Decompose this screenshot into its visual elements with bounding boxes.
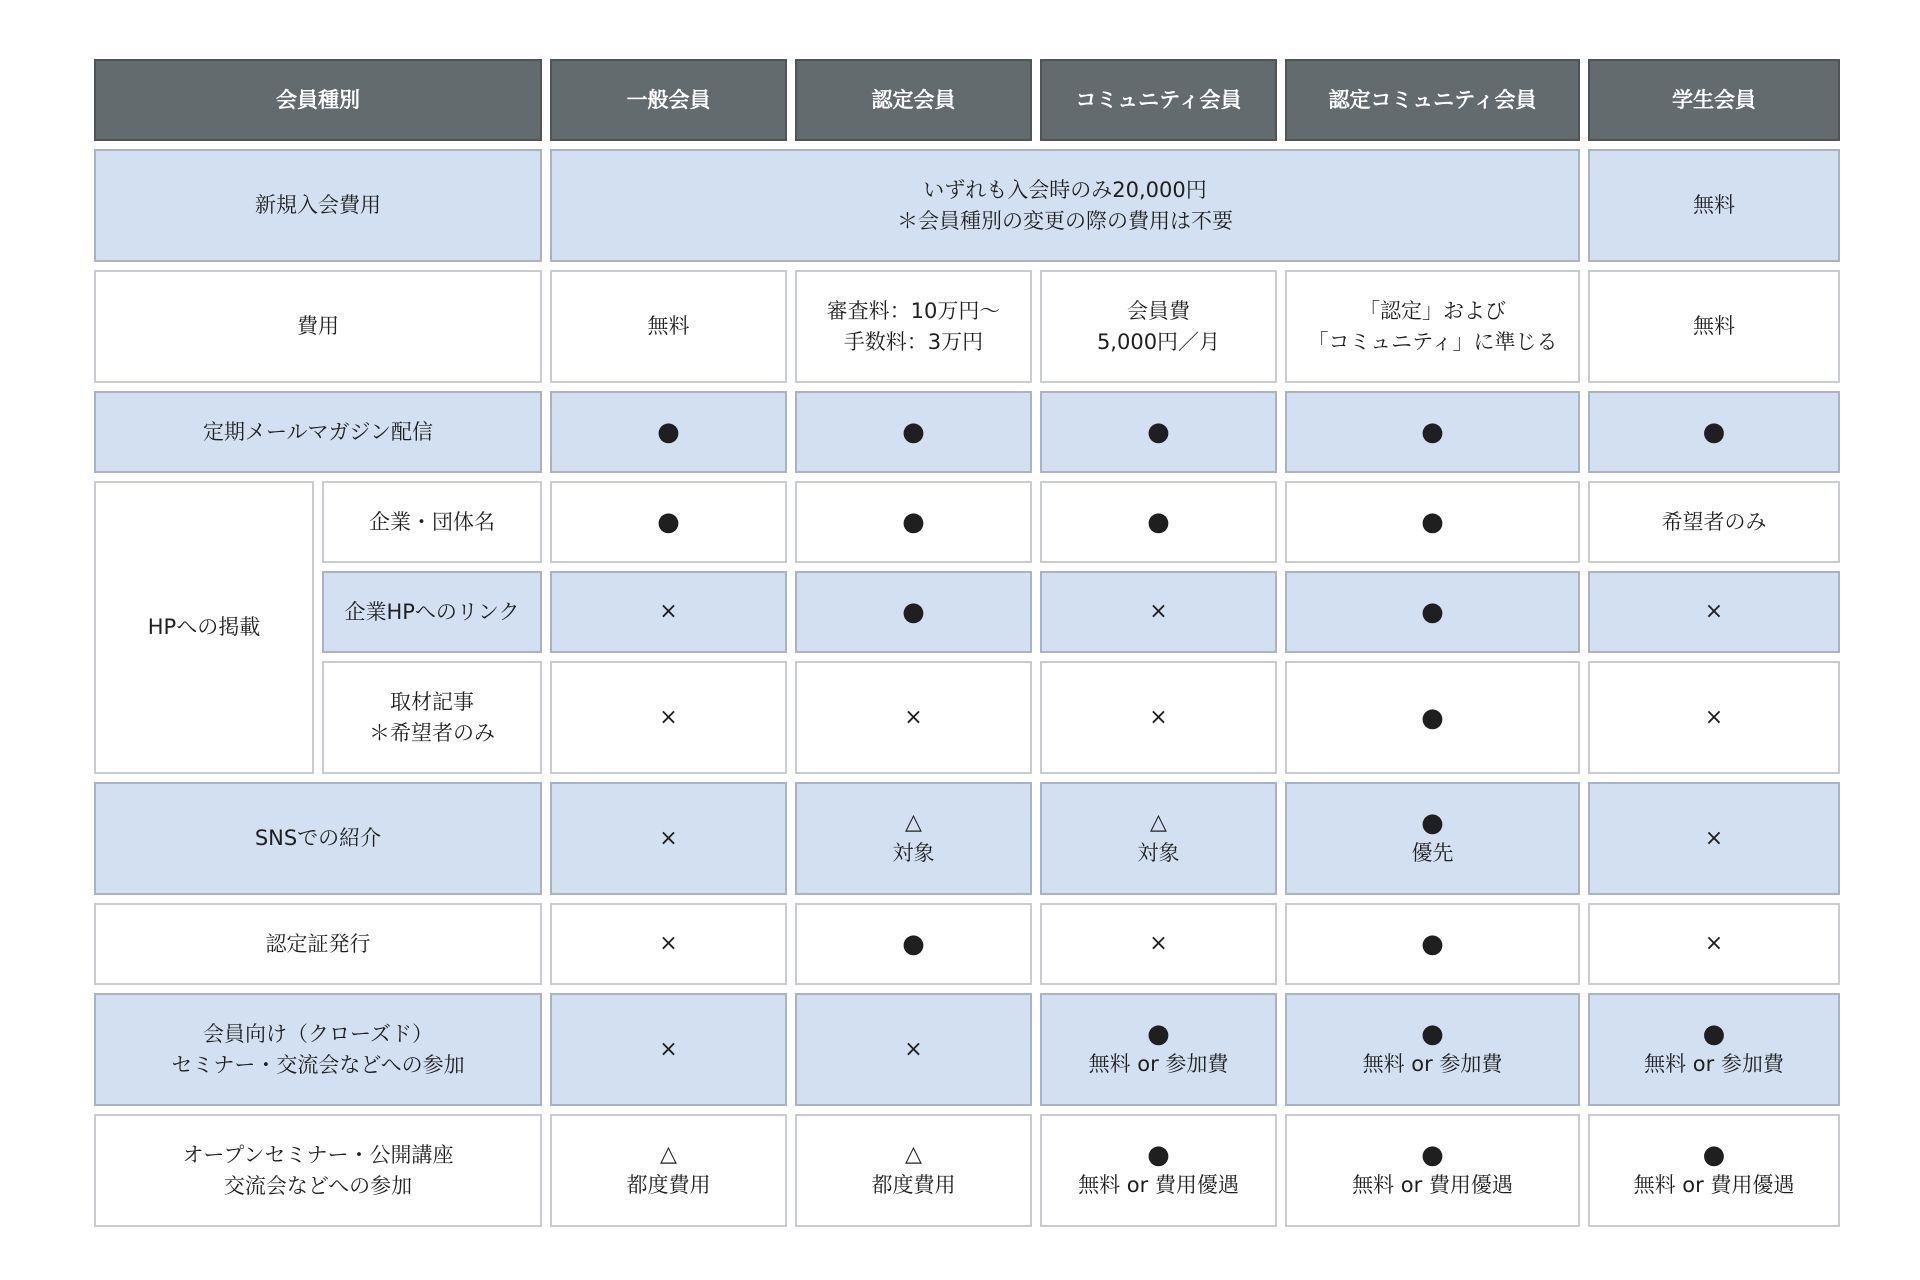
company-link-community xyxy=(1040,571,1277,653)
open-seminar-community-text: 無料 or 費用優遇 xyxy=(1078,1173,1239,1197)
certificate-general-mark: × xyxy=(659,931,678,956)
row-label-certificate-text: 認定証発行 xyxy=(265,931,371,956)
cost-community xyxy=(1040,270,1277,383)
closed-seminar-certified-community xyxy=(1285,993,1580,1106)
open-seminar-general xyxy=(550,1114,787,1227)
new-fee-merged-cell xyxy=(550,149,1580,262)
cost-certified-line1: 審査料：10万円〜 xyxy=(826,298,1001,323)
sublabel-company-name xyxy=(322,481,542,563)
open-seminar-certified-community-mark: ● xyxy=(1421,1140,1444,1170)
sublabel-interview-line2: ＊希望者のみ xyxy=(369,720,495,745)
header-student xyxy=(1588,59,1840,141)
sns-community-mark: △ xyxy=(1150,810,1167,835)
company-name-certified-mark: ● xyxy=(902,507,925,537)
header-community xyxy=(1040,59,1277,141)
header-general-text: 一般会員 xyxy=(626,87,711,112)
interview-student-mark: × xyxy=(1704,704,1724,730)
sns-certified-community-mark: ● xyxy=(1421,808,1444,838)
company-link-student xyxy=(1588,571,1840,653)
company-name-community xyxy=(1040,481,1277,563)
interview-general xyxy=(550,661,787,774)
closed-seminar-certified-community-text: 無料 or 参加費 xyxy=(1362,1052,1503,1076)
cost-general-text: 無料 xyxy=(647,314,690,338)
row-label-mail-text: 定期メールマガジン配信 xyxy=(202,419,434,444)
interview-student xyxy=(1588,661,1840,774)
company-name-certified-community-mark: ● xyxy=(1421,507,1444,537)
cost-certified-community-line1: 「認定」および xyxy=(1359,298,1506,323)
sublabel-company-link xyxy=(322,571,542,653)
certificate-general xyxy=(550,903,787,985)
company-link-community-mark: × xyxy=(1149,599,1168,624)
sns-general xyxy=(550,782,787,895)
open-seminar-general-mark: △ xyxy=(660,1142,677,1167)
company-link-certified-mark: ● xyxy=(902,597,925,627)
company-link-general xyxy=(550,571,787,653)
interview-certified xyxy=(795,661,1032,774)
cost-community-line1: 会員費 xyxy=(1127,298,1190,323)
row-label-mail xyxy=(94,391,542,473)
company-link-general-mark: × xyxy=(659,599,678,624)
header-certified-text: 認定会員 xyxy=(871,87,956,112)
row-label-hp xyxy=(94,481,314,774)
open-seminar-certified-mark: △ xyxy=(905,1142,922,1167)
interview-certified-community-mark: ● xyxy=(1421,702,1444,733)
cost-certified-community xyxy=(1285,270,1580,383)
sublabel-company-name-text: 企業・団体名 xyxy=(369,509,495,534)
closed-seminar-general-mark: × xyxy=(659,1036,678,1062)
cost-community-line2: 5,000円／月 xyxy=(1096,329,1221,354)
open-seminar-student-mark: ● xyxy=(1702,1140,1726,1170)
company-link-certified xyxy=(795,571,1032,653)
certificate-certified-community-mark: ● xyxy=(1421,929,1444,959)
mail-certified-community xyxy=(1285,391,1580,473)
open-seminar-general-text: 都度費用 xyxy=(626,1173,711,1197)
sns-certified-text: 対象 xyxy=(892,841,935,865)
row-label-closed-seminar-line1: 会員向け（クローズド） xyxy=(203,1021,433,1046)
mail-general xyxy=(550,391,787,473)
cost-general xyxy=(550,270,787,383)
cost-certified xyxy=(795,270,1032,383)
mail-student xyxy=(1588,391,1840,473)
sns-certified xyxy=(795,782,1032,895)
open-seminar-certified xyxy=(795,1114,1032,1227)
certificate-student-mark: × xyxy=(1704,931,1724,956)
row-label-certificate xyxy=(94,903,542,985)
interview-community xyxy=(1040,661,1277,774)
row-label-closed-seminar xyxy=(94,993,542,1106)
sns-certified-community xyxy=(1285,782,1580,895)
closed-seminar-community-mark: ● xyxy=(1147,1019,1170,1049)
open-seminar-student xyxy=(1588,1114,1840,1227)
sns-general-mark: × xyxy=(659,825,678,851)
mail-community xyxy=(1040,391,1277,473)
sublabel-interview xyxy=(322,661,542,774)
sns-student xyxy=(1588,782,1840,895)
closed-seminar-certified xyxy=(795,993,1032,1106)
certificate-certified-mark: ● xyxy=(902,929,925,959)
new-fee-line1: いずれも入会時のみ20,000円 xyxy=(923,177,1207,202)
new-fee-line2: ＊会員種別の変更の際の費用は不要 xyxy=(897,208,1233,233)
certificate-community xyxy=(1040,903,1277,985)
interview-certified-mark: × xyxy=(904,704,923,730)
header-certified-community-text: 認定コミュニティ会員 xyxy=(1328,87,1537,112)
company-name-certified-community xyxy=(1285,481,1580,563)
new-fee-student xyxy=(1588,149,1840,262)
row-label-open-seminar-line2: 交流会などへの参加 xyxy=(223,1173,413,1198)
closed-seminar-student-text: 無料 or 参加費 xyxy=(1644,1052,1784,1076)
membership-comparison-table xyxy=(94,59,1840,1227)
company-name-student-text: 希望者のみ xyxy=(1661,509,1767,534)
row-label-new-fee-text: 新規入会費用 xyxy=(255,193,381,217)
closed-seminar-general xyxy=(550,993,787,1106)
open-seminar-community-mark: ● xyxy=(1147,1140,1170,1170)
closed-seminar-community-text: 無料 or 参加費 xyxy=(1088,1052,1229,1076)
sns-community-text: 対象 xyxy=(1137,841,1180,865)
header-member-type xyxy=(94,59,542,141)
company-name-certified xyxy=(795,481,1032,563)
mail-certified-community-mark: ● xyxy=(1421,417,1444,447)
sns-certified-community-text: 優先 xyxy=(1411,841,1454,865)
closed-seminar-student-mark: ● xyxy=(1702,1019,1726,1049)
open-seminar-student-text: 無料 or 費用優遇 xyxy=(1633,1173,1795,1197)
header-certified-community xyxy=(1285,59,1580,141)
mail-community-mark: ● xyxy=(1147,417,1170,447)
header-certified xyxy=(795,59,1032,141)
sublabel-interview-line1: 取材記事 xyxy=(390,689,474,714)
closed-seminar-community xyxy=(1040,993,1277,1106)
row-label-new-fee xyxy=(94,149,542,262)
sns-community xyxy=(1040,782,1277,895)
sublabel-company-link-text: 企業HPへのリンク xyxy=(344,599,520,624)
certificate-certified xyxy=(795,903,1032,985)
open-seminar-certified-text: 都度費用 xyxy=(871,1173,956,1197)
header-community-text: コミュニティ会員 xyxy=(1075,87,1242,112)
row-label-open-seminar xyxy=(94,1114,542,1227)
row-label-sns xyxy=(94,782,542,895)
cost-student xyxy=(1588,270,1840,383)
new-fee-student-text: 無料 xyxy=(1693,193,1735,217)
row-label-closed-seminar-line2: セミナー・交流会などへの参加 xyxy=(171,1052,465,1077)
header-general xyxy=(550,59,787,141)
company-name-general-mark: ● xyxy=(657,507,680,537)
closed-seminar-certified-mark: × xyxy=(904,1036,923,1062)
certificate-student xyxy=(1588,903,1840,985)
mail-certified-mark: ● xyxy=(902,417,925,447)
company-link-certified-community-mark: ● xyxy=(1421,597,1444,627)
company-link-certified-community xyxy=(1285,571,1580,653)
closed-seminar-certified-community-mark: ● xyxy=(1421,1019,1444,1049)
header-student-text: 学生会員 xyxy=(1672,87,1756,112)
mail-certified xyxy=(795,391,1032,473)
interview-certified-community xyxy=(1285,661,1580,774)
row-label-cost xyxy=(94,270,542,383)
company-name-student xyxy=(1588,481,1840,563)
cost-certified-line2: 手数料：3万円 xyxy=(843,329,984,354)
sns-certified-mark: △ xyxy=(905,810,922,835)
row-label-cost-text: 費用 xyxy=(297,314,339,338)
company-name-community-mark: ● xyxy=(1147,507,1170,537)
cost-certified-community-line2: 「コミュニティ」に準じる xyxy=(1307,329,1558,354)
company-name-general xyxy=(550,481,787,563)
sns-student-mark: × xyxy=(1704,825,1724,851)
row-label-sns-text: SNSでの紹介 xyxy=(254,826,382,850)
mail-student-mark: ● xyxy=(1702,417,1726,447)
closed-seminar-student xyxy=(1588,993,1840,1106)
cost-student-text: 無料 xyxy=(1693,314,1735,338)
interview-general-mark: × xyxy=(659,704,678,730)
certificate-certified-community xyxy=(1285,903,1580,985)
company-link-student-mark: × xyxy=(1704,599,1724,624)
row-label-open-seminar-line1: オープンセミナー・公開講座 xyxy=(182,1142,454,1167)
open-seminar-certified-community xyxy=(1285,1114,1580,1227)
header-member-type-text: 会員種別 xyxy=(276,87,360,112)
open-seminar-community xyxy=(1040,1114,1277,1227)
mail-general-mark: ● xyxy=(657,417,680,447)
open-seminar-certified-community-text: 無料 or 費用優遇 xyxy=(1352,1173,1513,1197)
certificate-community-mark: × xyxy=(1149,931,1168,956)
row-label-hp-text: HPへの掲載 xyxy=(147,615,261,639)
interview-community-mark: × xyxy=(1149,704,1168,730)
